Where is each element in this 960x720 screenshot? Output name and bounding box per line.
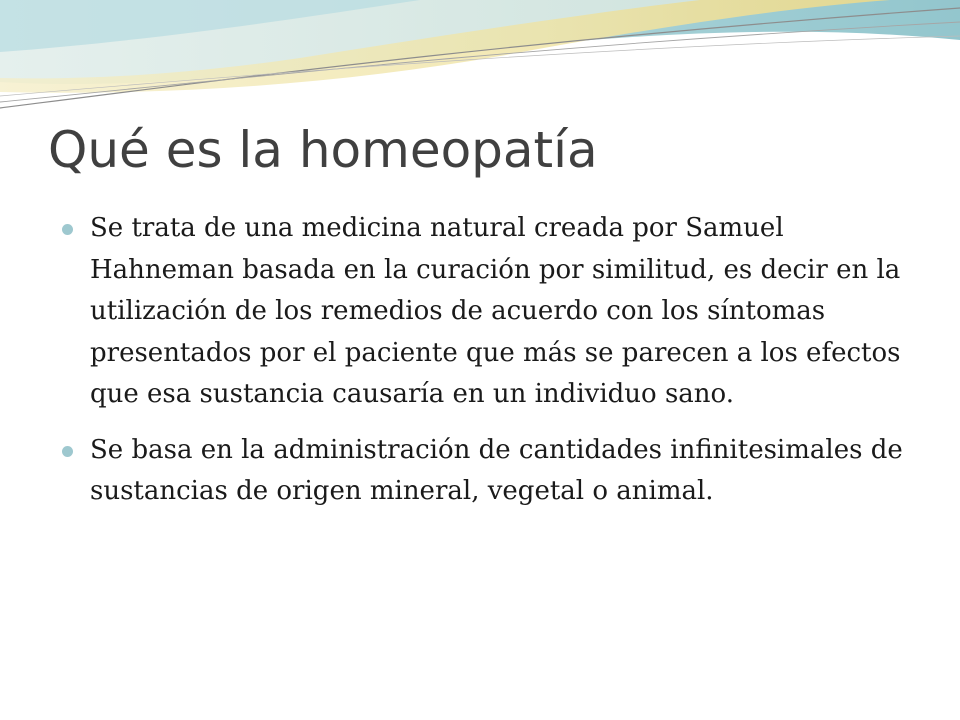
bullet-list (62, 208, 914, 527)
header-wave-decoration (0, 0, 960, 130)
bullet-item (62, 430, 914, 513)
bullet-dot-icon (62, 446, 73, 457)
bullet-dot-icon (62, 224, 73, 235)
bullet-item (62, 208, 914, 416)
slide-title: Qué es la homeopatía (48, 121, 598, 179)
bullet-text: Se basa en la administración de cantidades infinitesimales de sustancias de origen mineral, vegetal o animal. (90, 434, 903, 506)
bullet-text: Se trata de una medicina natural creada por Samuel Hahneman basada en la curación por similitud, es decir en la utilización de los remedios de acuerdo con los síntomas presentados por el paciente que más se parecen a los efectos que esa sustancia causaría en un individuo sano. (90, 213, 901, 409)
